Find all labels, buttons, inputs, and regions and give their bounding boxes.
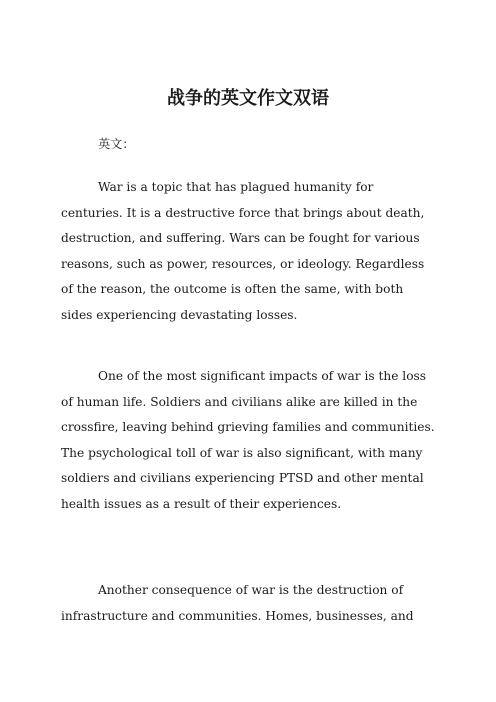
paragraph-2: One of the most significant impacts of war is the loss of human life. Soldiers and civilians alike are killed in the crossfire, leaving behind grieving families and communities. The psychological toll of war is also significant, with many soldiers and civilians experiencing PTSD and other mental health issues as a result of their experiences. [61, 369, 435, 511]
document-title: 战争的英文作文双语 [167, 88, 329, 109]
paragraph-3: Another consequence of war is the destruction of infrastructure and communities. Homes, businesses, and [61, 583, 414, 623]
section-label-english: 英文： [98, 137, 135, 151]
paragraph-1: War is a topic that has plagued humanity for centuries. It is a destructive force that brings about death, destruction, and suffering. Wars can be fought for various reasons, such as power, resources, or ideology. Regardless of the reason, the outcome is often the same, with both sides experiencing devastating losses. [61, 180, 425, 322]
